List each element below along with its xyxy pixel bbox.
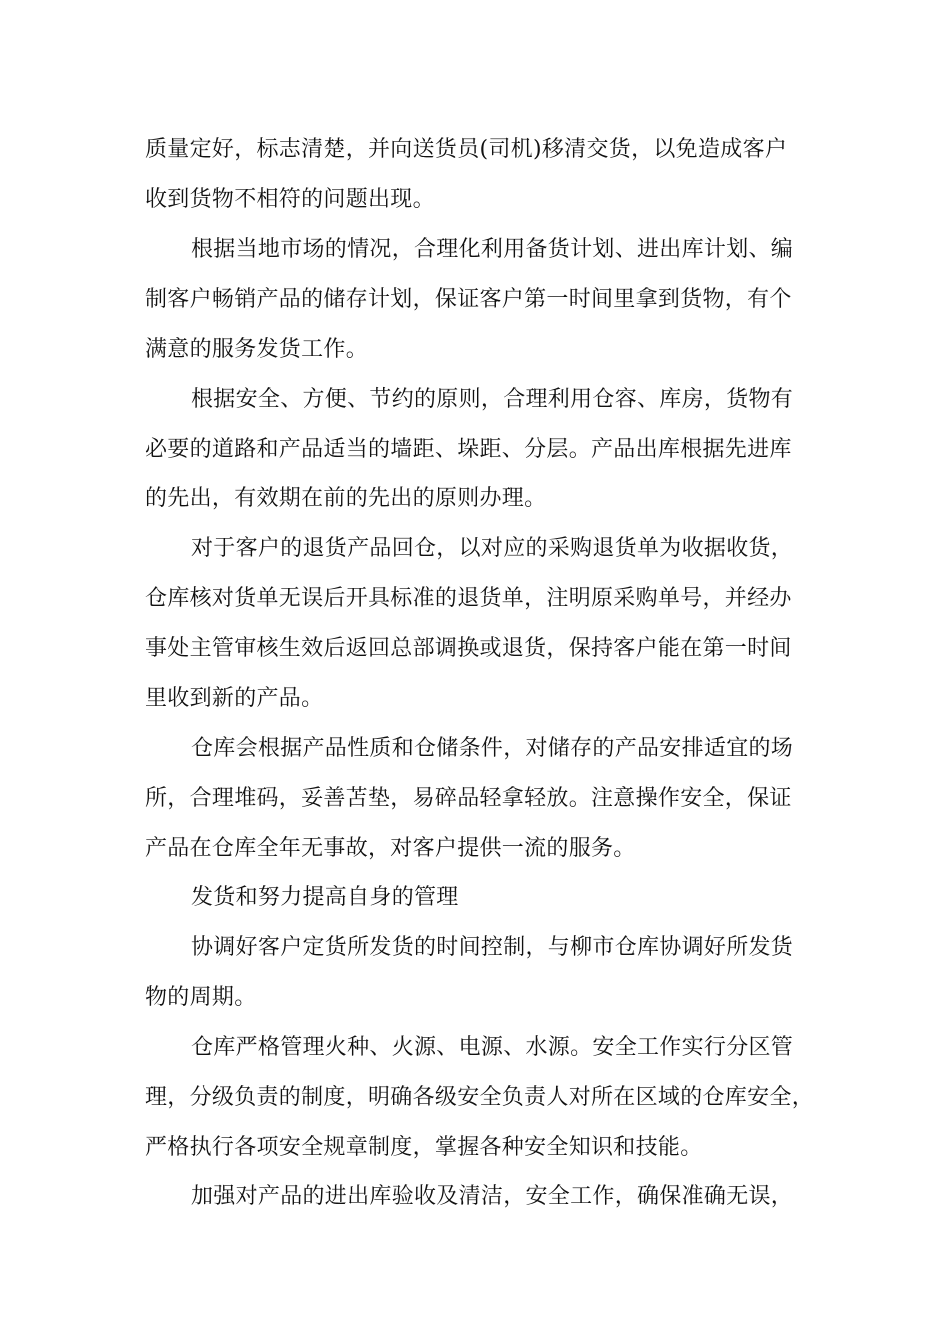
paragraph-7-line-1: 协调好客户定货所发货的时间控制，与柳市仓库协调好所发货: [191, 935, 794, 960]
paragraph-1-line-2: 收到货物不相符的问题出现。: [145, 187, 435, 212]
section-heading: 发货和努力提高自身的管理: [191, 885, 459, 910]
paragraph-4-line-4: 里收到新的产品。: [145, 686, 324, 711]
paragraph-5-line-1: 仓库会根据产品性质和仓储条件，对储存的产品安排适宜的场: [191, 736, 794, 761]
paragraph-3-line-2: 必要的道路和产品适当的墙距、垛距、分层。产品出库根据先进库: [145, 437, 792, 462]
paragraph-4-line-1: 对于客户的退货产品回仓，以对应的采购退货单为收据收货，: [191, 536, 794, 561]
paragraph-1-line-1: 质量定好，标志清楚，并向送货员(司机)移清交货，以免造成客户: [145, 137, 788, 162]
paragraph-2-line-3: 满意的服务发货工作。: [145, 337, 369, 362]
paragraph-5-line-2: 所，合理堆码，妥善苫垫，易碎品轻拿轻放。注意操作安全，保证: [145, 786, 792, 811]
paragraph-5-line-3: 产品在仓库全年无事故，对客户提供一流的服务。: [145, 836, 636, 861]
paragraph-4-line-2: 仓库核对货单无误后开具标准的退货单，注明原采购单号，并经办: [145, 586, 792, 611]
paragraph-3-line-3: 的先出，有效期在前的先出的原则办理。: [145, 486, 547, 511]
paragraph-8-line-3: 严格执行各项安全规章制度，掌握各种安全知识和技能。: [145, 1135, 703, 1160]
paragraph-2-line-2: 制客户畅销产品的储存计划，保证客户第一时间里拿到货物，有个: [145, 287, 792, 312]
paragraph-4-line-3: 事处主管审核生效后返回总部调换或退货，保持客户能在第一时间: [145, 636, 792, 661]
paragraph-7-line-2: 物的周期。: [145, 985, 257, 1010]
paragraph-8-line-2: 理，分级负责的制度，明确各级安全负责人对所在区域的仓库安全，: [145, 1085, 815, 1110]
paragraph-8-line-1: 仓库严格管理火种、火源、电源、水源。安全工作实行分区管: [191, 1035, 794, 1060]
paragraph-9-line-1: 加强对产品的进出库验收及清洁，安全工作，确保准确无误，: [191, 1184, 794, 1209]
paragraph-2-line-1: 根据当地市场的情况，合理化利用备货计划、进出库计划、编: [191, 237, 794, 262]
paragraph-3-line-1: 根据安全、方便、节约的原则，合理利用仓容、库房，货物有: [191, 387, 794, 412]
